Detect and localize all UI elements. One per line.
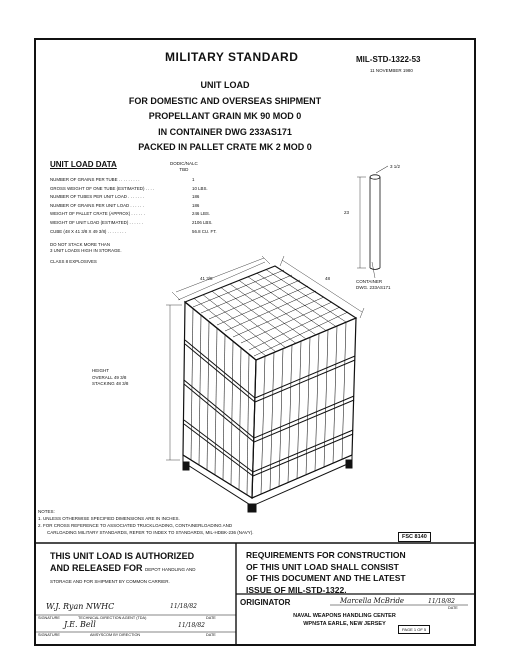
handwritten-date: 11/18/82 <box>178 622 205 629</box>
data-value: 2106 LBS. <box>192 219 213 225</box>
signature-org: AMSYSCOM BY DIRECTION <box>90 633 141 637</box>
auth-line-small: STORAGE AND FOR SHIPMENT BY COMMON CARRIER. <box>50 579 170 584</box>
container-dim-length: 23 <box>344 210 350 215</box>
signature-org: TECHNICAL DIRECTION AGENT (TDA) <box>78 616 147 620</box>
req-line: OF THIS DOCUMENT AND THE LATEST <box>246 573 406 583</box>
data-label: WEIGHT OF PALLET CRATE (APPROX) . . . . . . <box>50 211 145 217</box>
crate-dim-width: 48 <box>325 276 331 281</box>
container-label-line: CONTAINER <box>356 279 383 284</box>
handwritten-date: 11/18/82 <box>170 603 197 610</box>
data-value: 186 <box>192 194 200 200</box>
height-label: HEIGHT <box>92 368 110 373</box>
note-item: 2. FOR CROSS REFERENCE TO ASSOCIATED TRUCKLOADING, CONTAINERLOADING AND <box>38 523 233 528</box>
req-line: ISSUE OF MIL-STD-1322. <box>246 584 347 595</box>
originator-date-label: DATE <box>448 606 458 610</box>
class-note: CLASS 8 EXPLOSIVES <box>50 259 97 265</box>
originator-label: ORIGINATOR <box>240 598 291 607</box>
container-dim-diameter: 3 1/2 <box>390 164 401 169</box>
note-item: 1. UNLESS OTHERWISE SPECIFIED DIMENSIONS ARE IN INCHES. <box>38 516 180 521</box>
originator-date: 11/18/82 <box>428 598 455 605</box>
standard-number: MIL-STD-1322-53 <box>356 55 421 64</box>
signature-date-label: DATE <box>206 633 216 637</box>
container-label <box>356 279 391 291</box>
pallet-crate-drawing <box>166 256 364 512</box>
handwritten-signature: W.J. Ryan NWHC <box>46 602 115 611</box>
signature-label: SIGNATURE <box>38 616 60 620</box>
handwritten-signature: J.E. Bell <box>64 620 96 629</box>
page-number: PAGE 1 OF 5 <box>398 625 430 634</box>
height-stacking: STACKING 48 3/8 <box>92 381 129 386</box>
data-value: 56.8 CU. FT. <box>192 228 217 234</box>
crate-dim-depth: 41 3/8 <box>200 276 213 281</box>
req-line: REQUIREMENTS FOR CONSTRUCTION <box>246 550 406 560</box>
data-value: 10 LBS. <box>192 185 208 191</box>
org-line: NAVAL WEAPONS HANDLING CENTER <box>293 613 396 619</box>
data-label: WEIGHT OF UNIT LOAD (ESTIMATED) . . . . . . <box>50 219 143 225</box>
data-label: CUBE (48 X 41 3/8 X 49 3/8) . . . . . . . . <box>50 228 126 234</box>
title-line: PACKED IN PALLET CRATE MK 2 MOD 0 <box>138 142 312 152</box>
data-label: NUMBER OF GRAINS PER UNIT LOAD . . . . . . <box>50 202 144 208</box>
data-label: NUMBER OF GRAINS PER TUBE . . . . . . . . . <box>50 177 140 182</box>
req-line: OF THIS UNIT LOAD SHALL CONSIST <box>246 561 399 572</box>
auth-line: THIS UNIT LOAD IS AUTHORIZED <box>50 551 195 561</box>
note-item: CARLOADING MILITARY STANDARDS, REFER TO INDEX TO STANDARDS, MIL-HDBK-236 (NAVY). <box>47 530 254 535</box>
document-title: MILITARY STANDARD <box>165 50 299 64</box>
fsc-code: FSC 8140 <box>398 532 431 542</box>
auth-line-main: AND RELEASED FOR <box>50 563 143 573</box>
signature-label: SIGNATURE <box>38 633 60 637</box>
dodic-label: DODIC/NALC <box>170 161 198 166</box>
title-line: PROPELLANT GRAIN MK 90 MOD 0 <box>148 111 302 121</box>
auth-line-small: DEPOT HANDLING AND <box>145 567 196 572</box>
data-value: 246 LBS. <box>192 211 211 217</box>
standard-date: 11 NOVEMBER 1980 <box>370 68 413 73</box>
crate-height-dims <box>92 368 128 388</box>
authorization-block <box>50 550 195 588</box>
unit-load-data-heading: UNIT LOAD DATA <box>50 160 117 169</box>
org-line: WPNSTA EARLE, NEW JERSEY <box>303 621 386 627</box>
data-value: 186 <box>192 202 200 208</box>
stack-note: DO NOT STACK MORE THAN <box>50 242 111 248</box>
container-label-line: DWG. 233AS171 <box>356 285 391 290</box>
data-label: GROSS WEIGHT OF ONE TUBE (ESTIMATED) . . . . <box>50 185 155 191</box>
originator-signature: Marcella McBride <box>340 597 405 605</box>
height-overall: OVERALL 49 3/8 <box>92 374 127 380</box>
data-value: 1 <box>192 177 195 182</box>
data-label: NUMBER OF TUBES PER UNIT LOAD . . . . . . . <box>50 194 145 200</box>
signature-date-label: DATE <box>206 616 216 620</box>
dodic-value: TBD <box>179 167 189 172</box>
title-line: FOR DOMESTIC AND OVERSEAS SHIPMENT <box>128 95 322 106</box>
notes-block <box>38 508 253 536</box>
notes-heading: NOTES: <box>38 509 55 514</box>
stack-note: 3 UNIT LOADS HIGH IN STORAGE. <box>50 247 122 253</box>
container-tube-drawing <box>357 166 388 278</box>
requirements-block <box>246 550 466 596</box>
title-line: UNIT LOAD <box>200 80 250 90</box>
title-line: IN CONTAINER DWG 233AS171 <box>158 126 292 137</box>
auth-line <box>50 562 195 576</box>
